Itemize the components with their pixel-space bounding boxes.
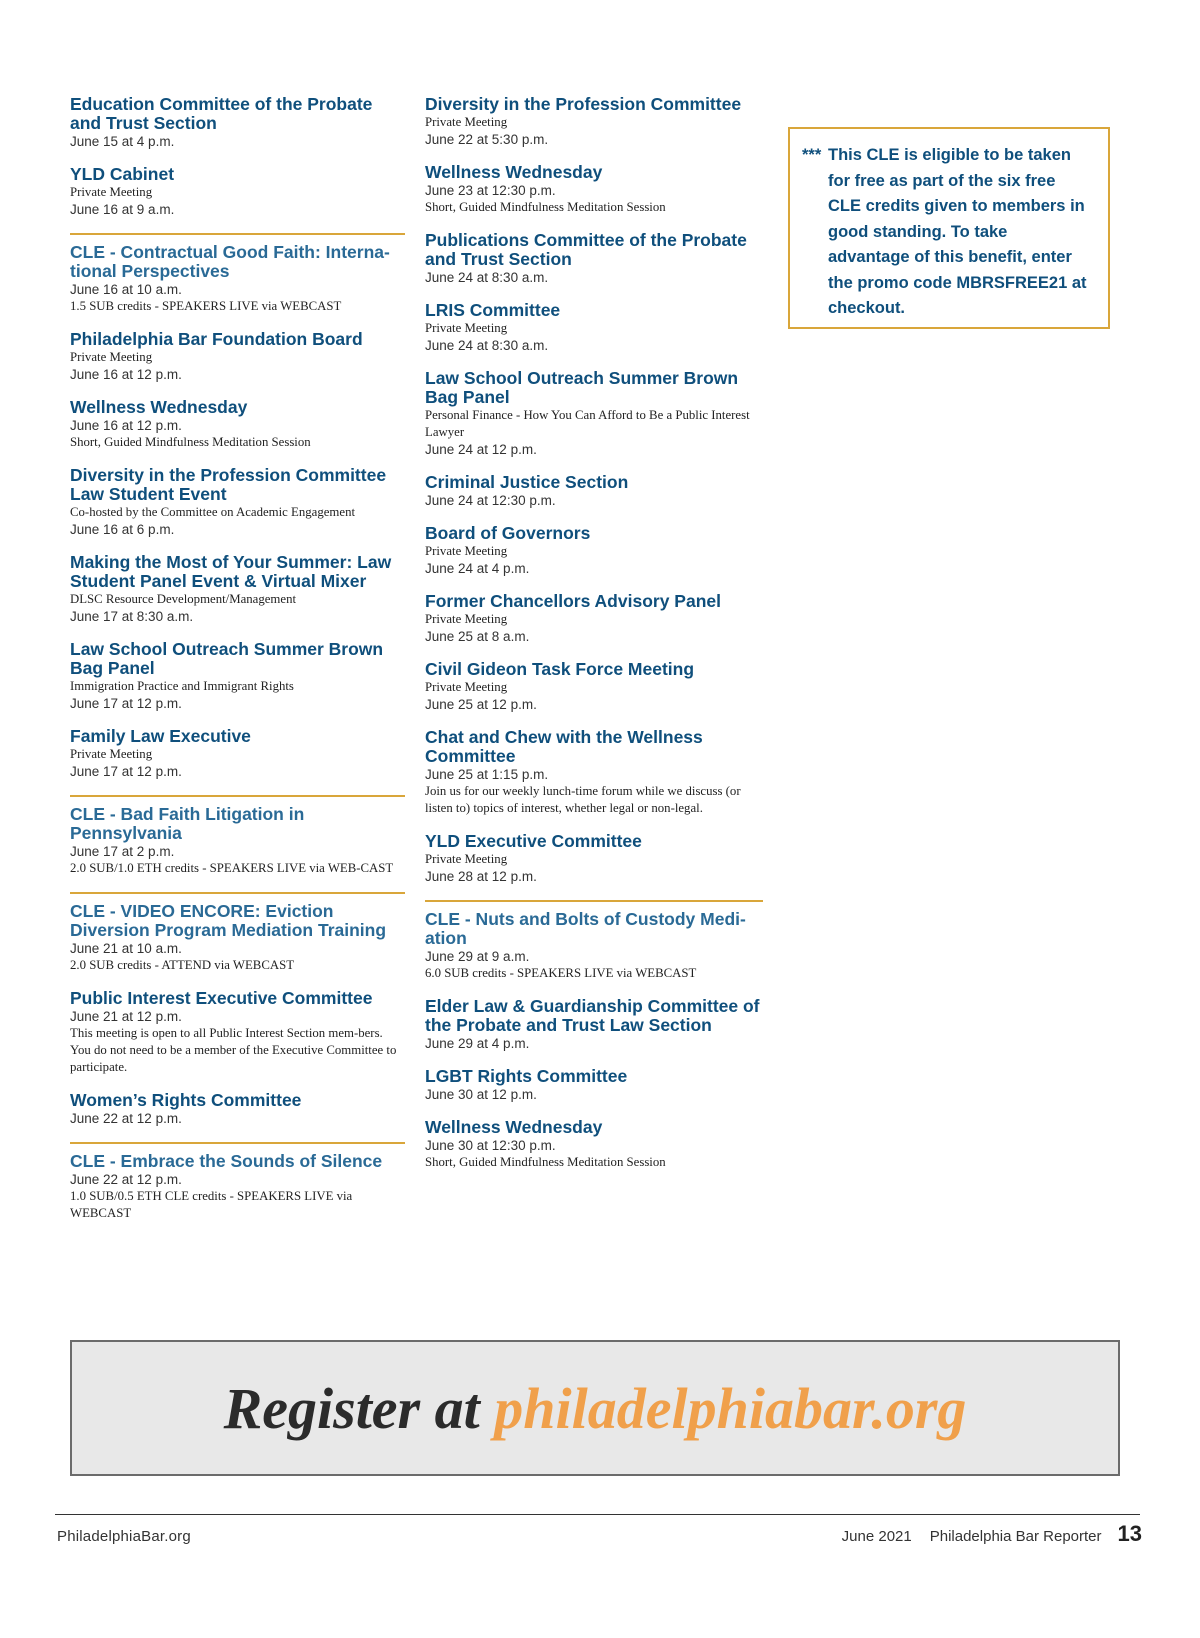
event-item bbox=[70, 727, 405, 780]
event-title: Civil Gideon Task Force Meeting bbox=[425, 659, 695, 679]
event-note: Short, Guided Mindfulness Meditation Session bbox=[70, 435, 311, 449]
cle-free-credit-box bbox=[788, 127, 1110, 329]
event-item bbox=[70, 466, 405, 538]
event-item bbox=[425, 369, 763, 458]
event-note: Immigration Practice and Immigrant Rights bbox=[70, 679, 294, 693]
event-title: Wellness Wednesday bbox=[70, 397, 248, 417]
event-item bbox=[425, 524, 763, 577]
footer-publication-info bbox=[824, 1521, 1142, 1547]
event-note: Short, Guided Mindfulness Meditation Session bbox=[425, 200, 666, 214]
event-date: June 24 at 8:30 a.m. bbox=[425, 270, 549, 285]
event-date: June 16 at 10 a.m. bbox=[70, 282, 182, 297]
event-title: Wellness Wednesday bbox=[425, 1117, 603, 1137]
event-date: June 22 at 12 p.m. bbox=[70, 1111, 182, 1126]
event-item bbox=[70, 95, 405, 150]
event-item bbox=[425, 1118, 763, 1171]
event-note: Private Meeting bbox=[70, 185, 153, 199]
event-date: June 22 at 5:30 p.m. bbox=[425, 132, 549, 147]
event-date: June 17 at 8:30 a.m. bbox=[70, 609, 194, 624]
footer-site: PhiladelphiaBar.org bbox=[57, 1528, 191, 1545]
event-note: Private Meeting bbox=[425, 321, 508, 335]
event-note: 2.0 SUB/1.0 ETH credits - SPEAKERS LIVE via WEB-CAST bbox=[70, 861, 394, 875]
register-prefix: Register at bbox=[223, 1375, 495, 1441]
event-title: CLE - Nuts and Bolts of Custody Medi-ation bbox=[425, 909, 746, 948]
event-date: June 16 at 12 p.m. bbox=[70, 367, 182, 382]
event-note: Join us for our weekly lunch-time forum while we discuss (or listen to) topics of interest, whether legal or non-legal. bbox=[425, 784, 741, 815]
event-item bbox=[70, 165, 405, 218]
events-column-right bbox=[425, 95, 763, 1186]
event-note: Personal Finance - How You Can Afford to Be a Public Interest Lawyer bbox=[425, 408, 750, 439]
footer-divider bbox=[55, 1514, 1140, 1515]
event-note: 2.0 SUB credits - ATTEND via WEBCAST bbox=[70, 958, 295, 972]
event-title: Diversity in the Profession Committee bbox=[425, 94, 742, 114]
event-title: Chat and Chew with the Wellness Committee bbox=[425, 727, 703, 766]
event-item bbox=[425, 163, 763, 216]
event-title: Elder Law & Guardianship Committee of the Probate and Trust Law Section bbox=[425, 996, 760, 1035]
event-item bbox=[70, 989, 405, 1076]
event-note: Private Meeting bbox=[425, 544, 508, 558]
event-note: Private Meeting bbox=[425, 115, 508, 129]
event-title: Family Law Executive bbox=[70, 726, 251, 746]
event-date: June 17 at 2 p.m. bbox=[70, 844, 175, 859]
event-date: June 29 at 4 p.m. bbox=[425, 1036, 530, 1051]
event-date: June 25 at 1:15 p.m. bbox=[425, 767, 549, 782]
event-item bbox=[425, 728, 763, 817]
cle-event bbox=[70, 1142, 405, 1222]
event-title: Philadelphia Bar Foundation Board bbox=[70, 329, 363, 349]
events-column-left bbox=[70, 95, 405, 1237]
event-note: 1.5 SUB credits - SPEAKERS LIVE via WEBCAST bbox=[70, 299, 342, 313]
event-title: Women’s Rights Committee bbox=[70, 1090, 302, 1110]
event-date: June 24 at 4 p.m. bbox=[425, 561, 530, 576]
event-date: June 28 at 12 p.m. bbox=[425, 869, 537, 884]
cle-event bbox=[425, 900, 763, 982]
event-date: June 15 at 4 p.m. bbox=[70, 134, 175, 149]
event-date: June 17 at 12 p.m. bbox=[70, 696, 182, 711]
event-title: CLE - VIDEO ENCORE: Eviction Diversion Program Mediation Training bbox=[70, 901, 387, 940]
register-text bbox=[224, 1375, 967, 1442]
event-title: Law School Outreach Summer Brown Bag Panel bbox=[70, 639, 384, 678]
event-note: 1.0 SUB/0.5 ETH CLE credits - SPEAKERS LIVE via WEBCAST bbox=[70, 1189, 353, 1220]
event-date: June 25 at 8 a.m. bbox=[425, 629, 530, 644]
event-item bbox=[425, 832, 763, 885]
event-title: Publications Committee of the Probate and Trust Section bbox=[425, 230, 747, 269]
cle-event bbox=[70, 892, 405, 974]
event-item bbox=[425, 301, 763, 354]
event-title: LRIS Committee bbox=[425, 300, 561, 320]
cle-box-text: This CLE is eligible to be taken for free as part of the six free CLE credits given to members in good standing. To take advantage of this benefit, enter the promo code MBRSFREE21 at checkout. bbox=[828, 146, 1087, 317]
event-title: YLD Executive Committee bbox=[425, 831, 642, 851]
event-title: Education Committee of the Probate and Trust Section bbox=[70, 94, 373, 133]
event-date: June 22 at 12 p.m. bbox=[70, 1172, 182, 1187]
event-note: Private Meeting bbox=[70, 350, 153, 364]
event-item bbox=[70, 1091, 405, 1127]
event-date: June 23 at 12:30 p.m. bbox=[425, 183, 556, 198]
event-title: CLE - Contractual Good Faith: Interna-tional Perspectives bbox=[70, 242, 390, 281]
event-date: June 17 at 12 p.m. bbox=[70, 764, 182, 779]
event-title: Diversity in the Profession Committee Law Student Event bbox=[70, 465, 387, 504]
event-note: Private Meeting bbox=[425, 612, 508, 626]
event-date: June 16 at 12 p.m. bbox=[70, 418, 182, 433]
register-url-link[interactable]: philadelphiabar.org bbox=[494, 1375, 967, 1441]
event-note: This meeting is open to all Public Interest Section mem-bers. You do not need to be a member of the Executive Committee to participate. bbox=[70, 1026, 397, 1074]
event-note: 6.0 SUB credits - SPEAKERS LIVE via WEBCAST bbox=[425, 966, 697, 980]
event-title: Wellness Wednesday bbox=[425, 162, 603, 182]
event-note: Co-hosted by the Committee on Academic Engagement bbox=[70, 505, 356, 519]
footer-publication: Philadelphia Bar Reporter bbox=[929, 1528, 1102, 1545]
event-note: Private Meeting bbox=[425, 852, 508, 866]
event-item bbox=[70, 330, 405, 383]
event-item bbox=[425, 660, 763, 713]
event-title: Public Interest Executive Committee bbox=[70, 988, 373, 1008]
event-item bbox=[70, 640, 405, 712]
event-date: June 24 at 12:30 p.m. bbox=[425, 493, 556, 508]
cle-event bbox=[70, 233, 405, 315]
cle-box-text-wrap bbox=[802, 143, 1088, 322]
page-number: 13 bbox=[1117, 1521, 1142, 1546]
event-item bbox=[425, 997, 763, 1052]
event-date: June 29 at 9 a.m. bbox=[425, 949, 530, 964]
event-title: Former Chancellors Advisory Panel bbox=[425, 591, 721, 611]
event-title: Law School Outreach Summer Brown Bag Panel bbox=[425, 368, 739, 407]
event-date: June 30 at 12 p.m. bbox=[425, 1087, 537, 1102]
cle-event bbox=[70, 795, 405, 877]
event-date: June 24 at 12 p.m. bbox=[425, 442, 537, 457]
event-item bbox=[425, 1067, 763, 1103]
event-item bbox=[425, 95, 763, 148]
event-date: June 16 at 6 p.m. bbox=[70, 522, 175, 537]
cle-box-stars: *** bbox=[802, 146, 822, 164]
footer-issue: June 2021 bbox=[841, 1528, 912, 1545]
event-title: Making the Most of Your Summer: Law Student Panel Event & Virtual Mixer bbox=[70, 552, 392, 591]
register-banner bbox=[70, 1340, 1120, 1476]
event-note: DLSC Resource Development/Management bbox=[70, 592, 297, 606]
event-title: CLE - Embrace the Sounds of Silence bbox=[70, 1151, 383, 1171]
event-item bbox=[425, 592, 763, 645]
event-note: Private Meeting bbox=[425, 680, 508, 694]
event-date: June 16 at 9 a.m. bbox=[70, 202, 175, 217]
event-item bbox=[70, 398, 405, 451]
event-note: Private Meeting bbox=[70, 747, 153, 761]
event-note: Short, Guided Mindfulness Meditation Session bbox=[425, 1155, 666, 1169]
event-title: YLD Cabinet bbox=[70, 164, 175, 184]
event-item bbox=[425, 231, 763, 286]
event-title: Board of Governors bbox=[425, 523, 591, 543]
event-date: June 21 at 10 a.m. bbox=[70, 941, 182, 956]
event-date: June 21 at 12 p.m. bbox=[70, 1009, 182, 1024]
event-title: CLE - Bad Faith Litigation in Pennsylvania bbox=[70, 804, 305, 843]
event-item bbox=[70, 553, 405, 625]
event-item bbox=[425, 473, 763, 509]
event-date: June 30 at 12:30 p.m. bbox=[425, 1138, 556, 1153]
event-date: June 24 at 8:30 a.m. bbox=[425, 338, 549, 353]
event-date: June 25 at 12 p.m. bbox=[425, 697, 537, 712]
event-title: LGBT Rights Committee bbox=[425, 1066, 628, 1086]
event-title: Criminal Justice Section bbox=[425, 472, 629, 492]
